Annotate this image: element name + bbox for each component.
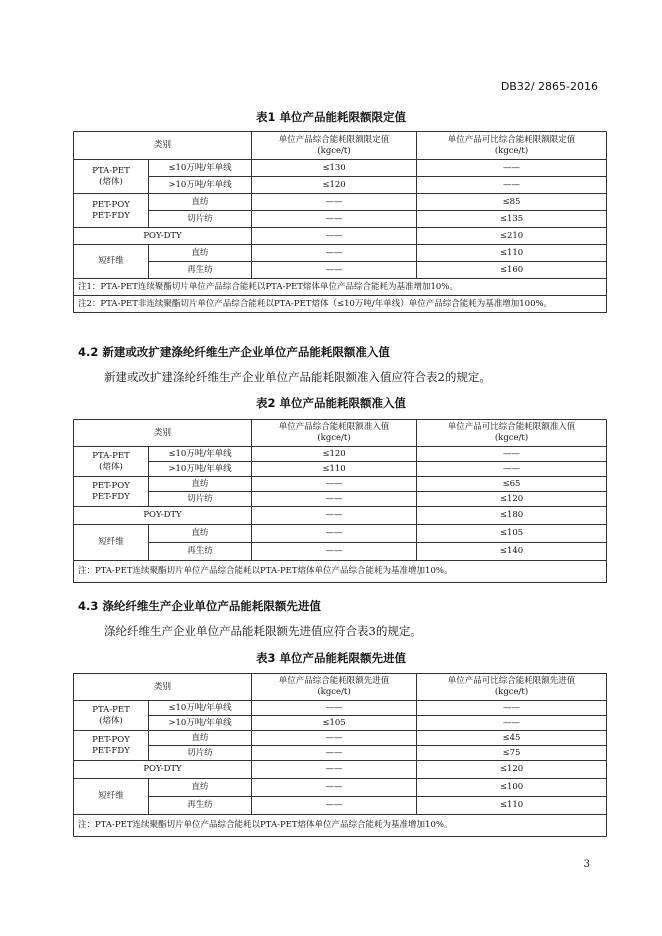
category-pta-pet: PTA-PET (熔体): [74, 447, 149, 477]
value-cell: ——: [417, 716, 607, 731]
subcategory-small: ≤10万吨/年单线: [149, 701, 252, 716]
table-header-row: [74, 420, 607, 447]
value-cell: ——: [252, 543, 417, 561]
value-cell: ≤65: [417, 477, 607, 492]
document-code: DB32/ 2865-2016: [500, 80, 598, 93]
value-cell: ——: [417, 462, 607, 477]
table-row: [74, 177, 607, 194]
header-comparable: 单位产品可比综合能耗限额准入值 (kgce/t): [417, 420, 607, 447]
table-note: 注：PTA-PET连续聚酯切片单位产品综合能耗以PTA-PET熔体单位产品综合能耗为基准增加10%。: [74, 561, 607, 583]
subcategory-chip: 切片纺: [149, 492, 252, 507]
category-poy-dty: POY-DTY: [74, 507, 252, 525]
table-note-row: [74, 561, 607, 583]
value-cell: ≤120: [252, 177, 417, 194]
value-cell: ——: [252, 477, 417, 492]
value-cell: ≤160: [417, 262, 607, 279]
table-note: 注1：PTA-PET连续聚酯切片单位产品综合能耗以PTA-PET熔体单位产品综合能耗为基准增加10%。: [74, 279, 607, 296]
table-row: [74, 716, 607, 731]
subcategory-large: >10万吨/年单线: [149, 462, 252, 477]
category-staple: 短纤维: [74, 779, 149, 815]
header-comprehensive: 单位产品综合能耗限额先进值 (kgce/t): [252, 674, 417, 701]
category-pet-poy-fdy: PET-POY PET-FDY: [74, 477, 149, 507]
subcategory-direct: 直纺: [149, 245, 252, 262]
value-cell: ——: [252, 492, 417, 507]
table-row: [74, 228, 607, 245]
page-number: 3: [583, 859, 590, 870]
section-heading-4-3: 4.3 涤纶纤维生产企业单位产品能耗限额先进值: [78, 599, 321, 613]
value-cell: ——: [417, 447, 607, 462]
value-cell: ——: [252, 262, 417, 279]
table1: [73, 131, 607, 313]
value-cell: ≤110: [417, 245, 607, 262]
table-note-row: [74, 279, 607, 296]
subcategory-direct: 直纺: [149, 779, 252, 797]
value-cell: ≤110: [417, 797, 607, 815]
value-cell: ——: [417, 160, 607, 177]
table2: [73, 419, 607, 583]
table-row: [74, 245, 607, 262]
subcategory-recycled: 再生纺: [149, 797, 252, 815]
section-paragraph: 新建或改扩建涤纶纤维生产企业单位产品能耗限额准入值应符合表2的规定。: [104, 370, 491, 384]
value-cell: ——: [252, 797, 417, 815]
table-note: 注2：PTA-PET非连续聚酯切片单位产品综合能耗以PTA-PET熔体（≤10万吨/年单线）单位产品综合能耗为基准增加100%。: [74, 296, 607, 313]
table-row: [74, 507, 607, 525]
table-row: [74, 797, 607, 815]
table1-caption: 表1 单位产品能耗限额限定值: [255, 110, 406, 124]
table-row: [74, 160, 607, 177]
header-comparable: 单位产品可比综合能耗限额限定值 (kgce/t): [417, 132, 607, 160]
category-pet-poy-fdy: PET-POY PET-FDY: [74, 194, 149, 228]
table-header-row: [74, 132, 607, 160]
value-cell: ——: [252, 194, 417, 211]
value-cell: ——: [252, 746, 417, 761]
table3: [73, 673, 607, 837]
table-row: [74, 447, 607, 462]
subcategory-large: >10万吨/年单线: [149, 716, 252, 731]
subcategory-recycled: 再生纺: [149, 543, 252, 561]
category-staple: 短纤维: [74, 525, 149, 561]
value-cell: ≤45: [417, 731, 607, 746]
header-category: 类别: [74, 420, 252, 447]
category-staple: 短纤维: [74, 245, 149, 279]
value-cell: ≤180: [417, 507, 607, 525]
value-cell: ≤120: [417, 761, 607, 779]
subcategory-small: ≤10万吨/年单线: [149, 447, 252, 462]
value-cell: ≤75: [417, 746, 607, 761]
header-comprehensive: 单位产品综合能耗限额准入值 (kgce/t): [252, 420, 417, 447]
table-row: [74, 492, 607, 507]
table-row: [74, 701, 607, 716]
table-row: [74, 194, 607, 211]
table-note: 注：PTA-PET连续聚酯切片单位产品综合能耗以PTA-PET熔体单位产品综合能耗为基准增加10%。: [74, 815, 607, 837]
section-heading-4-2: 4.2 新建或改扩建涤纶纤维生产企业单位产品能耗限额准入值: [78, 345, 390, 359]
value-cell: ≤120: [252, 447, 417, 462]
value-cell: ——: [252, 761, 417, 779]
table3-caption: 表3 单位产品能耗限额先进值: [255, 651, 406, 665]
category-pta-pet: PTA-PET (熔体): [74, 701, 149, 731]
header-category: 类别: [74, 674, 252, 701]
value-cell: ——: [252, 525, 417, 543]
value-cell: ≤110: [252, 462, 417, 477]
value-cell: ——: [417, 701, 607, 716]
category-poy-dty: POY-DTY: [74, 228, 252, 245]
value-cell: ——: [252, 245, 417, 262]
subcategory-large: >10万吨/年单线: [149, 177, 252, 194]
table-note-row: [74, 815, 607, 837]
value-cell: ≤140: [417, 543, 607, 561]
value-cell: ≤105: [252, 716, 417, 731]
table-row: [74, 525, 607, 543]
table-row: [74, 462, 607, 477]
subcategory-direct: 直纺: [149, 525, 252, 543]
header-category: 类别: [74, 132, 252, 160]
table2-caption: 表2 单位产品能耗限额准入值: [255, 396, 406, 410]
table-row: [74, 543, 607, 561]
table-header-row: [74, 674, 607, 701]
value-cell: ≤120: [417, 492, 607, 507]
subcategory-direct: 直纺: [149, 477, 252, 492]
value-cell: ≤100: [417, 779, 607, 797]
subcategory-small: ≤10万吨/年单线: [149, 160, 252, 177]
value-cell: ——: [417, 177, 607, 194]
category-poy-dty: POY-DTY: [74, 761, 252, 779]
table-row: [74, 262, 607, 279]
table-row: [74, 761, 607, 779]
subcategory-direct: 直纺: [149, 194, 252, 211]
value-cell: ≤135: [417, 211, 607, 228]
value-cell: ——: [252, 779, 417, 797]
table-row: [74, 779, 607, 797]
value-cell: ≤105: [417, 525, 607, 543]
subcategory-chip: 切片纺: [149, 211, 252, 228]
category-pet-poy-fdy: PET-POY PET-FDY: [74, 731, 149, 761]
value-cell: ——: [252, 507, 417, 525]
category-pta-pet: PTA-PET (熔体): [74, 160, 149, 194]
table-row: [74, 746, 607, 761]
value-cell: ≤130: [252, 160, 417, 177]
table-note-row: [74, 296, 607, 313]
value-cell: ——: [252, 731, 417, 746]
header-comprehensive: 单位产品综合能耗限额限定值 (kgce/t): [252, 132, 417, 160]
subcategory-recycled: 再生纺: [149, 262, 252, 279]
value-cell: ——: [252, 211, 417, 228]
section-paragraph: 涤纶纤维生产企业单位产品能耗限额先进值应符合表3的规定。: [104, 624, 422, 638]
table-row: [74, 477, 607, 492]
value-cell: ——: [252, 228, 417, 245]
value-cell: ≤85: [417, 194, 607, 211]
value-cell: ——: [252, 701, 417, 716]
header-comparable: 单位产品可比综合能耗限额先进值 (kgce/t): [417, 674, 607, 701]
table-row: [74, 731, 607, 746]
value-cell: ≤210: [417, 228, 607, 245]
subcategory-direct: 直纺: [149, 731, 252, 746]
subcategory-chip: 切片纺: [149, 746, 252, 761]
table-row: [74, 211, 607, 228]
